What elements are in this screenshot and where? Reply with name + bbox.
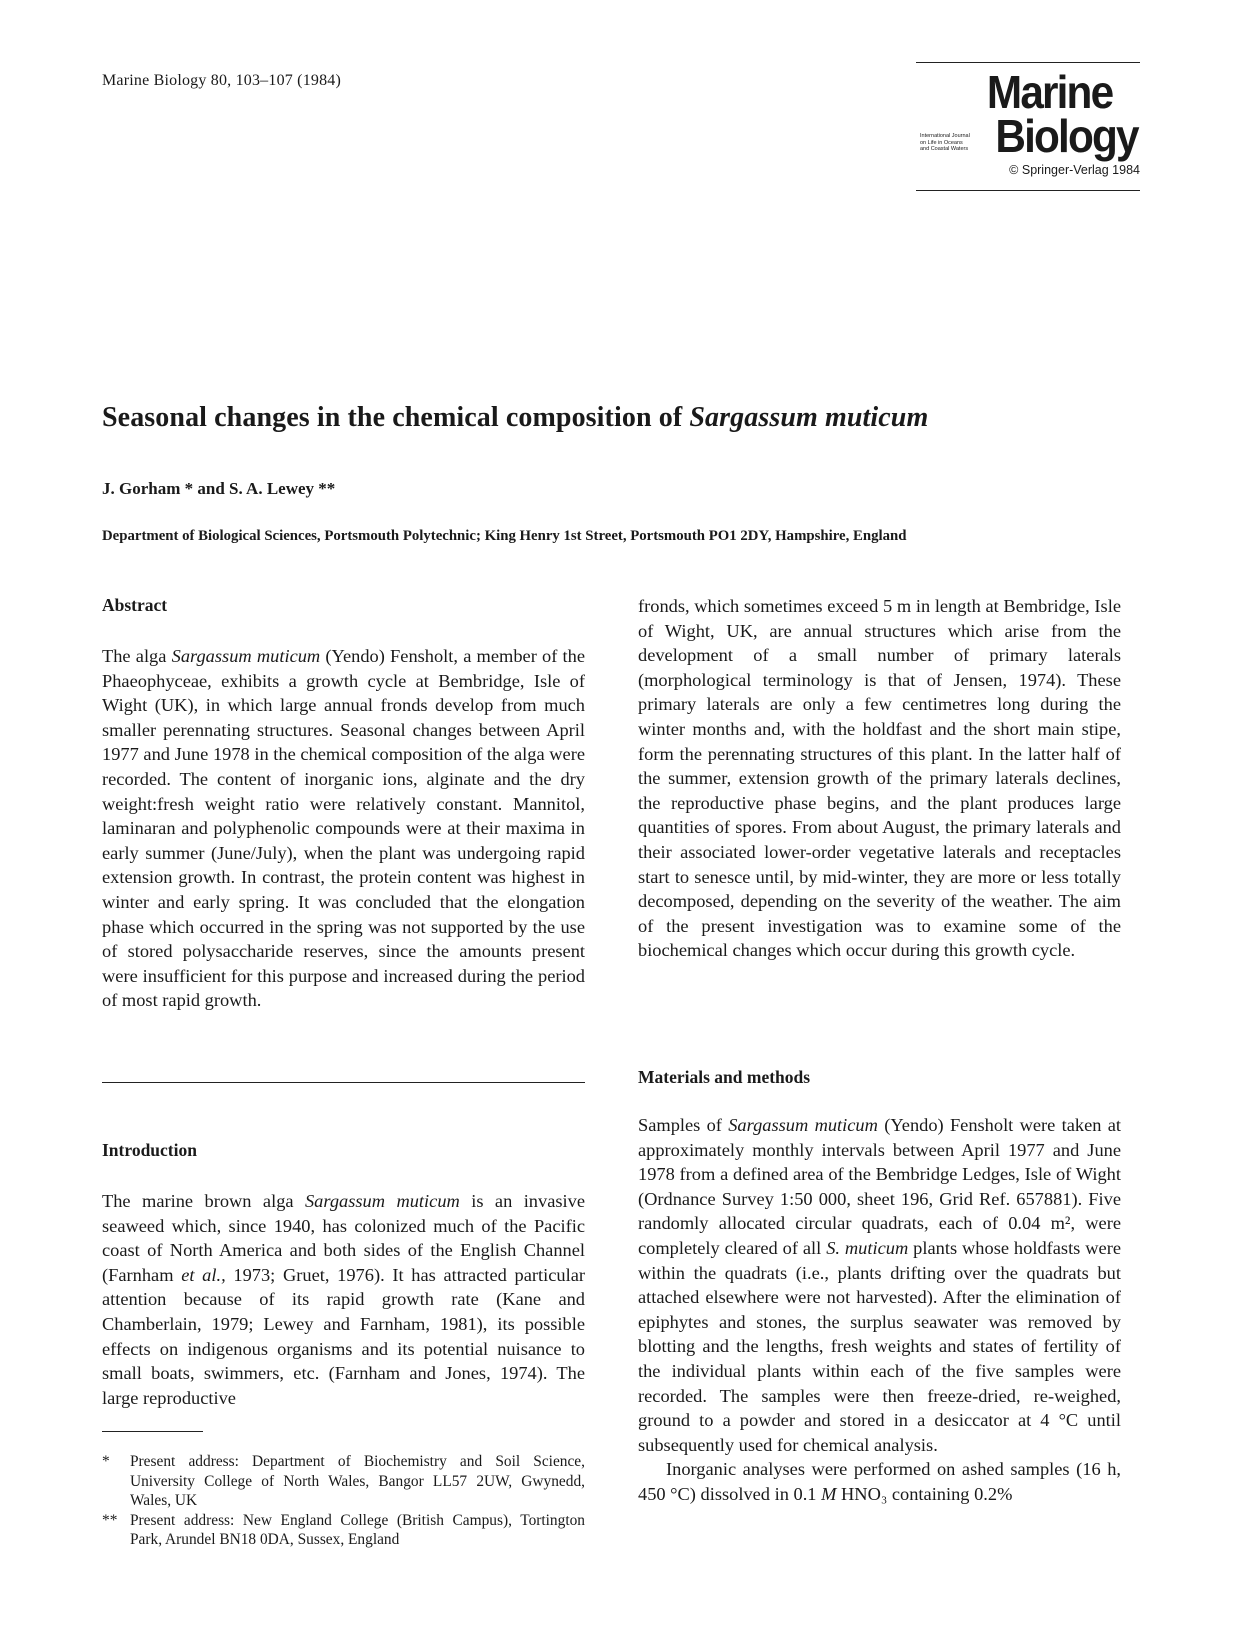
article-authors: J. Gorham * and S. A. Lewey ** (102, 479, 336, 498)
abstract-heading: Abstract (102, 595, 168, 615)
abstract-divider (102, 1082, 585, 1083)
footnote: * Present address: Department of Biochemistry and Soil Science, University College of North Wales, Bangor LL57 2UW, Gwynedd, Wales, UK (102, 1453, 585, 1509)
introduction-heading: Introduction (102, 1140, 197, 1160)
footnote-divider (102, 1431, 203, 1432)
introduction-text: The marine brown alga Sargassum muticum is an invasive seaweed which, since 1940, has colonized much of the Pacific coast of North America and both sides of the English Channel (Farnham et al., 1973; Gruet, 1976). It has attracted particular attention because of its rapid growth rate (Kane and Chamberlain, 1979; Lewey and Farnham, 1981), its possible effects on indigenous organisms and its potential nuisance to small boats, swimmers, etc. (Farnham and Jones, 1974). The large reproductive (102, 1191, 585, 1408)
article-title: Seasonal changes in the chemical composition of Sargassum muticum (102, 402, 929, 433)
article-affiliation: Department of Biological Sciences, Portsmouth Polytechnic; King Henry 1st Street, Portsmouth PO1 2DY, Hampshire, England (102, 528, 907, 544)
journal-citation: Marine Biology 80, 103–107 (1984) (102, 72, 342, 89)
methods-heading: Materials and methods (638, 1067, 811, 1087)
footnotes (102, 1452, 585, 1550)
methods-text: Samples of Sargassum muticum (Yendo) Fensholt were taken at approximately monthly intervals between April 1977 and June 1978 from a defined area of the Bembridge Ledges, Isle of Wight (Ordnance Survey 1:50 000, sheet 196, Grid Ref. 657881). Five randomly allocated circular quadrats, each of 0.04 m², were completely cleared of all S. muticum plants whose holdfasts were within the quadrats (i.e., plants drifting over the quadrats but attached elsewhere were not harvested). After the elimination of epiphytes and stones, the surplus seawater was removed by blotting and the lengths, fresh weights and states of fertility of the individual plants within each of the five samples were recorded. The samples were then freeze-dried, re-weighed, ground to a powder and stored in a desiccator at 4 °C until subsequently used for chemical analysis. Inorganic analyses were performed on ashed samples (16 h, 450 °C) dissolved in 0.1 M HNO₃ containing 0.2% (638, 1115, 1122, 1504)
logo-subtitle: International Journal on Life in Oceans and Coastal Waters (920, 133, 970, 152)
introduction-continued: fronds, which sometimes exceed 5 m in length at Bembridge, Isle of Wight, UK, are annual structures which arise from the development of a small number of primary laterals (morphological terminology is that of Jensen, 1974). These primary laterals are only a few centimetres long during the winter months and, with the holdfast and the short main stipe, form the perennating structures of this plant. In the latter half of the summer, extension growth of the primary laterals declines, the reproductive phase begins, and the plant produces large quantities of spores. From about August, the primary laterals and their associated lower-order vegetative laterals and receptacles start to senesce until, by mid-winter, they are more or less totally decomposed, depending on the severity of the weather. The aim of the present investigation was to examine some of the biochemical changes which occur during this growth cycle. (638, 596, 1121, 961)
journal-logo (916, 62, 1140, 191)
footnote: ** Present address: New England College (British Campus), Tortington Park, Arundel BN18 0DA, Sussex, England (102, 1511, 585, 1548)
logo-word-marine: Marine (986, 66, 1112, 118)
abstract-text: The alga Sargassum muticum (Yendo) Fensholt, a member of the Phaeophyceae, exhibits a growth cycle at Bembridge, Isle of Wight (UK), in which large annual fronds develop from much smaller perennating structures. Seasonal changes between April 1977 and June 1978 in the chemical composition of the alga were recorded. The content of inorganic ions, alginate and the dry weight:fresh weight ratio were relatively constant. Mannitol, laminaran and polyphenolic compounds were at their maxima in early summer (June/July), when the plant was undergoing rapid extension growth. In contrast, the protein content was highest in winter and early spring. It was concluded that the elongation phase which occurred in the spring was not supported by the use of stored polysaccharide reserves, since the amounts present were insufficient for this purpose and increased during the period of most rapid growth. (102, 646, 585, 1011)
logo-word-biology: Biology (995, 110, 1138, 162)
copyright: © Springer-Verlag 1984 (1009, 163, 1140, 177)
